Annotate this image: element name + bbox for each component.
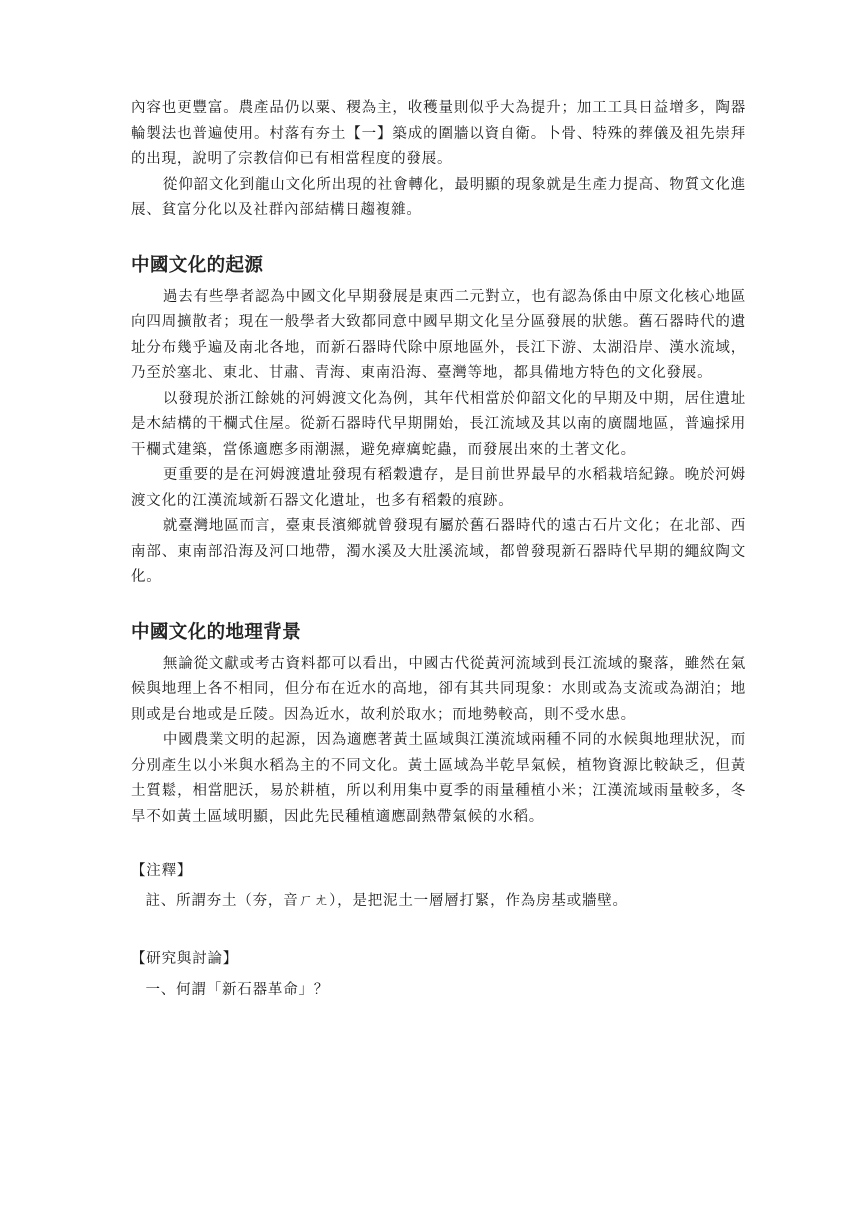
section-heading-geography: 中國文化的地理背景 xyxy=(131,621,302,643)
origin-paragraph-1: 過去有些學者認為中國文化早期發展是東西二元對立，也有認為係由中原文化核心地區向四周擴散者；現在一般學者大致都同意中國早期文化呈分區發展的狀態。舊石器時代的遺址分布幾乎遍及南北各地，而新石器時代除中原地區外，長江下游、太湖沿岸、漢水流域，乃至於塞北、東北、甘肅、青海、東南沿海、臺灣等地，都具備地方特色的文化發展。 xyxy=(131,288,746,381)
origin-paragraph-4: 就臺灣地區而言，臺東長濱鄉就曾發現有屬於舊石器時代的遠古石片文化；在北部、西南部、東南部沿海及河口地帶，濁水溪及大肚溪流域，都曾發現新石器時代早期的繩紋陶文化。 xyxy=(131,518,746,585)
origin-paragraph-3: 更重要的是在河姆渡遺址發現有稻穀遺存，是目前世界最早的水稻栽培紀錄。晚於河姆渡文化的江漢流域新石器文化遺址，也多有稻穀的痕跡。 xyxy=(131,467,746,509)
discussion-question: 一、何謂「新石器革命」？ xyxy=(145,981,330,998)
notes-label: 【注釋】 xyxy=(131,863,193,879)
geography-paragraph-1: 無論從文獻或考古資料都可以看出，中國古代從黃河流域到長江流域的聚落，雖然在氣候與地理上各不相同，但分布在近水的高地，卻有其共同現象：水則或為支流或為湖泊；地則或是台地或是丘陵。因為近水，故利於取水；而地勢較高，則不受水患。 xyxy=(131,655,746,723)
geography-paragraph-2: 中國農業文明的起源，因為適應著黃土區域與江漢流域兩種不同的水候與地理狀況，而分別產生以小米與水稻為主的不同文化。黃土區域為半乾旱氣候，植物資源比較缺乏，但黃土質鬆，相當肥沃，易於耕植，所以利用集中夏季的雨量種植小米；江漢流域雨量較多，冬旱不如黃土區域明顯，因此先民種植適應副熱帶氣候的水稻。 xyxy=(131,732,746,825)
intro-paragraph-2: 從仰韶文化到龍山文化所出現的社會轉化，最明顯的現象就是生產力提高、物質文化進展、貧富分化以及社群內部結構日趨複雜。 xyxy=(131,176,746,218)
note-item: 註、所謂夯土（夯，音ㄏㄤ），是把泥土一層層打緊，作為房基或牆壁。 xyxy=(145,892,628,909)
intro-paragraph-1: 內容也更豐富。農產品仍以粟、稷為主，收穫量則似乎大為提升；加工工具日益增多，陶器輪製法也普遍使用。村落有夯土【一】築成的圍牆以資自衛。卜骨、特殊的葬儀及祖先崇拜的出現，說明了宗教信仰已有相當程度的發展。 xyxy=(131,100,746,167)
origin-paragraph-2: 以發現於浙江餘姚的河姆渡文化為例，其年代相當於仰韶文化的早期及中期，居住遺址是木結構的干欄式住屋。從新石器時代早期開始，長江流域及其以南的廣闊地區，普遍採用干欄式建築，當係適應多雨潮濕，避免瘴癘蛇蟲，而發展出來的土著文化。 xyxy=(131,390,746,458)
section-heading-origin: 中國文化的起源 xyxy=(131,254,264,276)
document-page xyxy=(131,96,746,1003)
discussion-label: 【研究與討論】 xyxy=(131,951,239,967)
